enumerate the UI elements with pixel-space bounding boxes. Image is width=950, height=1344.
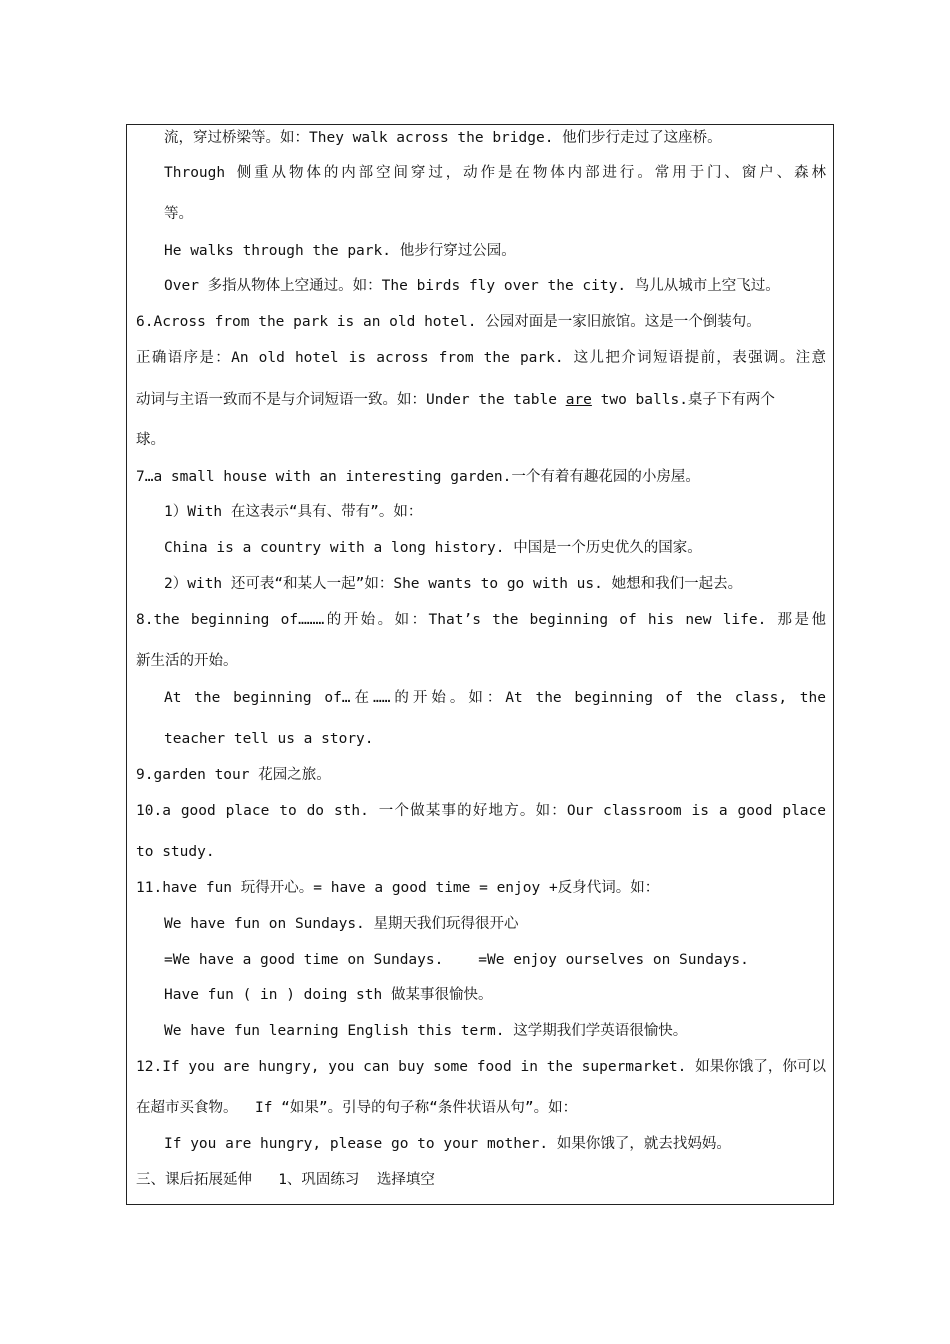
text-line: teacher tell us a story. (164, 731, 374, 747)
text-line: Over 多指从物体上空通过。如：The birds fly over the city. 鸟儿从城市上空飞过。 (164, 278, 780, 294)
text-line: Have fun ( in ) doing sth 做某事很愉快。 (164, 987, 493, 1003)
text-line: 等。 (164, 206, 193, 222)
text-line: Through 侧重从物体的内部空间穿过，动作是在物体内部进行。常用于门、窗户、森林 (164, 165, 826, 181)
text-line: We have fun on Sundays. 星期天我们玩得很开心 (164, 916, 519, 932)
text-line: 10.a good place to do sth. 一个做某事的好地方。如：Our classroom is a good place (136, 803, 826, 819)
text-line: 新生活的开始。 (136, 653, 238, 669)
text-line: 7…a small house with an interesting garden.一个有着有趣花园的小房屋。 (136, 469, 700, 485)
text-segment: 动词与主语一致而不是与介词短语一致。如：Under the table (136, 392, 566, 408)
text-line: 球。 (136, 432, 165, 448)
underlined-word: are (565, 392, 592, 408)
text-line: 2）with 还可表“和某人一起”如：She wants to go with us. 她想和我们一起去。 (164, 576, 743, 592)
text-line: 正确语序是：An old hotel is across from the park. 这儿把介词短语提前，表强调。注意 (136, 350, 826, 366)
text-line: We have fun learning English this term. 这学期我们学英语很愉快。 (164, 1023, 688, 1039)
text-line: If you are hungry, please go to your mother. 如果你饿了，就去找妈妈。 (164, 1136, 731, 1152)
text-line: 流，穿过桥梁等。如：They walk across the bridge. 他们步行走过了这座桥。 (164, 130, 722, 146)
text-line: 9.garden tour 花园之旅。 (136, 767, 331, 783)
text-line: =We have a good time on Sundays. =We enjoy ourselves on Sundays. (164, 952, 749, 968)
text-line: 在超市买食物。 If “如果”。引导的句子称“条件状语从句”。如： (136, 1100, 578, 1116)
text-line: 8.the beginning of………的开始。如：That’s the beginning of his new life. 那是他 (136, 612, 826, 628)
text-line: He walks through the park. 他步行穿过公园。 (164, 243, 516, 259)
text-line: 6.Across from the park is an old hotel. 公园对面是一家旧旅馆。这是一个倒装句。 (136, 314, 761, 330)
section-heading: 三、课后拓展延伸 1、巩固练习 选择填空 (136, 1172, 435, 1188)
text-line: to study. (136, 844, 215, 860)
text-line: At the beginning of…在……的开始。如：At the beginning of the class, the (164, 690, 826, 706)
text-segment: two balls.桌子下有两个 (591, 392, 775, 408)
text-line (136, 390, 775, 410)
text-line: 12.If you are hungry, you can buy some food in the supermarket. 如果你饿了，你可以 (136, 1059, 826, 1075)
text-line: 11.have fun 玩得开心。= have a good time = enjoy +反身代词。如： (136, 880, 660, 896)
text-line: 1）With 在这表示“具有、带有”。如： (164, 504, 423, 520)
text-line: China is a country with a long history. 中国是一个历史优久的国家。 (164, 540, 702, 556)
